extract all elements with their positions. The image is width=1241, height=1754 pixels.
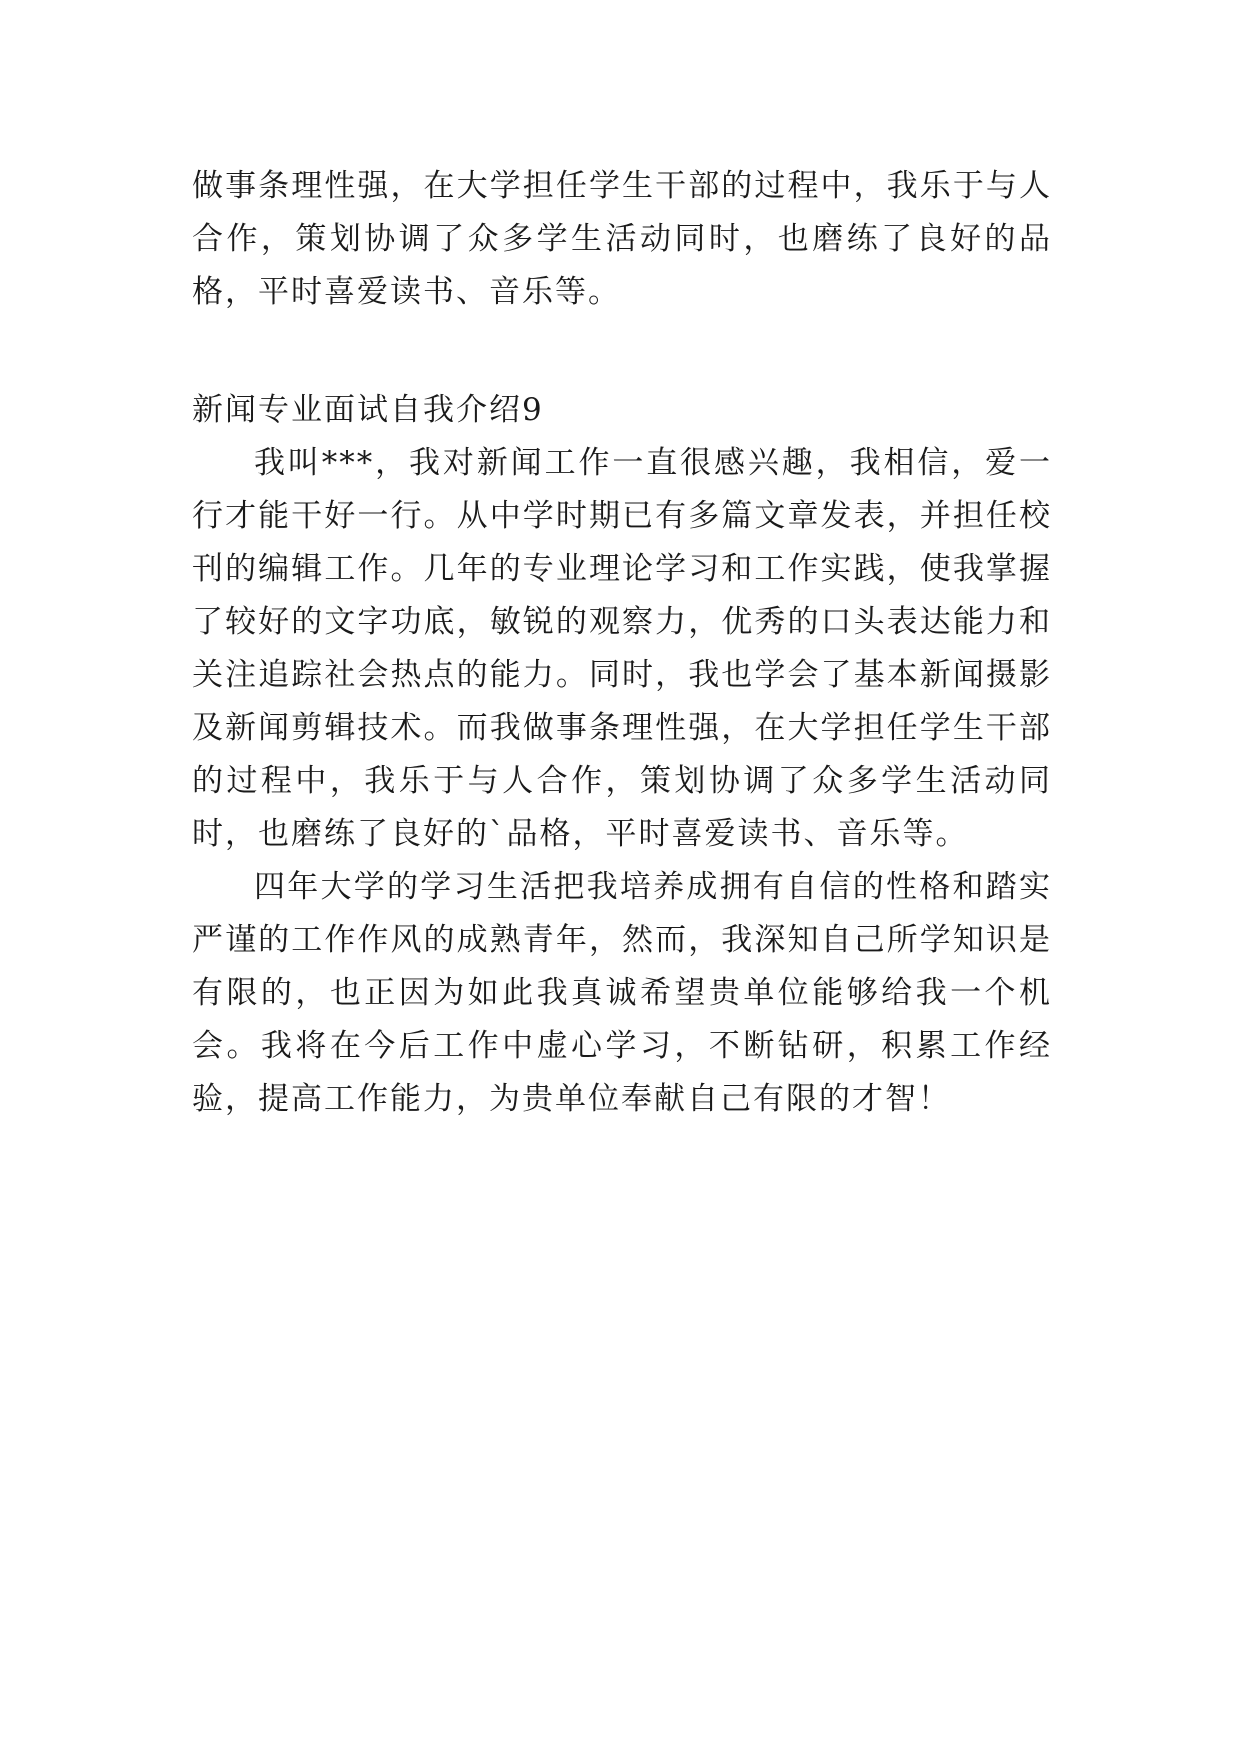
section-title: 新闻专业面试自我介绍9 — [192, 392, 544, 428]
continued-paragraph: 做事条理性强，在大学担任学生干部的过程中，我乐于与人合作，策划协调了众多学生活动同时，也磨练了良好的品格，平时喜爱读书、音乐等。 — [192, 168, 1052, 310]
document-body — [192, 160, 1052, 1126]
body-paragraph-2: 四年大学的学习生活把我培养成拥有自信的性格和踏实严谨的工作作风的成熟青年，然而，我深知自己所学知识是有限的，也正因为如此我真诚希望贵单位能够给我一个机会。我将在今后工作中虚心学习，不断钻研，积累工作经验，提高工作能力，为贵单位奉献自己有限的才智！ — [192, 869, 1052, 1117]
body-paragraph-1: 我叫***，我对新闻工作一直很感兴趣，我相信，爱一行才能干好一行。从中学时期已有多篇文章发表，并担任校刊的编辑工作。几年的专业理论学习和工作实践，使我掌握了较好的文字功底，敏锐的观察力，优秀的口头表达能力和关注追踪社会热点的能力。同时，我也学会了基本新闻摄影及新闻剪辑技术。而我做事条理性强，在大学担任学生干部的过程中，我乐于与人合作，策划协调了众多学生活动同时，也磨练了良好的`品格，平时喜爱读书、音乐等。 — [192, 445, 1052, 852]
